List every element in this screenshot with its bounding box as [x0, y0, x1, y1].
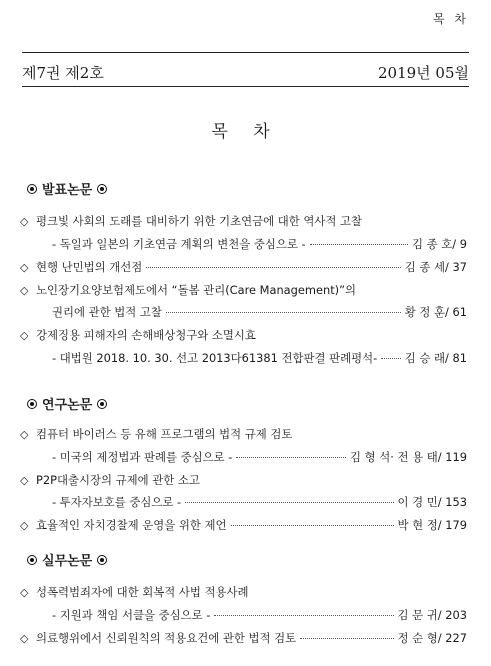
toc-entry-subtitle[interactable]	[52, 449, 467, 465]
bottom-rule	[22, 86, 469, 87]
toc-entry-title[interactable]	[20, 630, 467, 646]
entry-author-page: 김 형 석· 전 용 태/ 119	[350, 450, 467, 464]
entry-title: 의료행위에서 신뢰원칙의 적용요건에 관한 법적 검토	[36, 631, 297, 645]
running-head: 목 차	[433, 12, 469, 26]
toc-entry-subtitle[interactable]	[52, 236, 467, 252]
top-rule	[22, 52, 469, 53]
toc-entry-title[interactable]	[20, 426, 467, 442]
entry-subtitle: 권리에 관한 법적 고찰	[52, 305, 162, 319]
bullseye-icon	[97, 184, 107, 194]
toc-entry-subtitle[interactable]	[52, 350, 467, 366]
entry-author-page: 이 경 민/ 153	[397, 495, 467, 509]
bullseye-icon	[27, 555, 37, 565]
toc-entry-title[interactable]	[20, 282, 467, 298]
toc-entry-subtitle[interactable]	[52, 304, 467, 320]
entry-author-page: 김 승 래/ 81	[404, 351, 467, 365]
entry-author-page: 박 현 정/ 179	[397, 518, 467, 532]
entry-subtitle: - 지원과 책임 서클을 중심으로 -	[52, 608, 211, 622]
issue-date: 2019년 05월	[377, 64, 469, 82]
issue-info	[22, 62, 469, 83]
toc-entry-title[interactable]	[20, 259, 467, 275]
entry-author-page: 정 순 형/ 227	[397, 631, 467, 645]
bullseye-icon	[97, 399, 107, 409]
entry-title: 현행 난민법의 개선점	[36, 260, 143, 274]
diamond-bullet-icon: ◇	[20, 428, 29, 441]
dot-leader	[236, 457, 346, 458]
entry-author-page: 황 정 훈/ 61	[404, 305, 467, 319]
diamond-bullet-icon: ◇	[20, 215, 29, 228]
entry-subtitle: - 대법원 2018. 10. 30. 선고 2013다61381 전합판결 판례평석-	[52, 351, 378, 365]
toc-entry-subtitle[interactable]	[52, 494, 467, 510]
section-title: 발표논문	[42, 183, 93, 198]
diamond-bullet-icon: ◇	[20, 474, 29, 487]
dot-leader	[214, 615, 393, 616]
toc-entry-title[interactable]	[20, 517, 467, 533]
section-heading	[22, 550, 112, 569]
diamond-bullet-icon: ◇	[20, 632, 29, 645]
entry-title: 성폭력범죄자에 대한 회복적 사법 적용사례	[36, 585, 249, 599]
toc-entry-title[interactable]	[20, 213, 467, 229]
dot-leader	[310, 244, 408, 245]
dot-leader	[381, 358, 400, 359]
section-heading	[22, 179, 112, 198]
diamond-bullet-icon: ◇	[20, 284, 29, 297]
diamond-bullet-icon: ◇	[20, 519, 29, 532]
bullseye-icon	[97, 555, 107, 565]
dot-leader	[300, 638, 393, 639]
toc-entry-subtitle[interactable]	[52, 607, 467, 623]
dot-leader	[146, 267, 401, 268]
section-title: 실무논문	[42, 554, 93, 569]
entry-title: 강제징용 피해자의 손해배상청구와 소멸시효	[36, 328, 256, 342]
entry-title: 노인장기요양보험제도에서 “돌봄 관리(Care Management)”의	[36, 283, 357, 297]
entry-author-page: 김 문 귀/ 203	[397, 608, 467, 622]
dot-leader	[166, 312, 401, 313]
bullseye-icon	[27, 399, 37, 409]
entry-title: 컴퓨터 바이러스 등 유해 프로그램의 법적 규제 검토	[36, 427, 293, 441]
diamond-bullet-icon: ◇	[20, 261, 29, 274]
entry-subtitle: - 투자자보호를 중심으로 -	[52, 495, 182, 509]
toc-entry-title[interactable]	[20, 472, 467, 488]
entry-author-page: 김 종 호/ 9	[412, 237, 467, 251]
bullseye-icon	[27, 184, 37, 194]
diamond-bullet-icon: ◇	[20, 586, 29, 599]
section-heading	[22, 394, 112, 413]
toc-entry-title[interactable]	[20, 327, 467, 343]
entry-author-page: 김 종 세/ 37	[404, 260, 467, 274]
entry-title: 효율적인 자치경찰제 운영을 위한 제언	[36, 518, 227, 532]
entry-subtitle: - 미국의 제정법과 판례를 중심으로 -	[52, 450, 233, 464]
toc-entry-title[interactable]	[20, 584, 467, 600]
dot-leader	[231, 525, 394, 526]
entry-title: P2P대출시장의 규제에 관한 소고	[36, 473, 200, 487]
volume-number: 제7권 제2호	[22, 64, 104, 82]
toc-title: 목 차	[211, 122, 280, 142]
entry-title: 평크빛 사회의 도래를 대비하기 위한 기초연금에 대한 역사적 고찰	[36, 214, 363, 228]
section-title: 연구논문	[42, 398, 93, 413]
dot-leader	[185, 502, 393, 503]
diamond-bullet-icon: ◇	[20, 329, 29, 342]
entry-subtitle: - 독일과 일본의 기초연금 계획의 변천을 중심으로 -	[52, 237, 306, 251]
